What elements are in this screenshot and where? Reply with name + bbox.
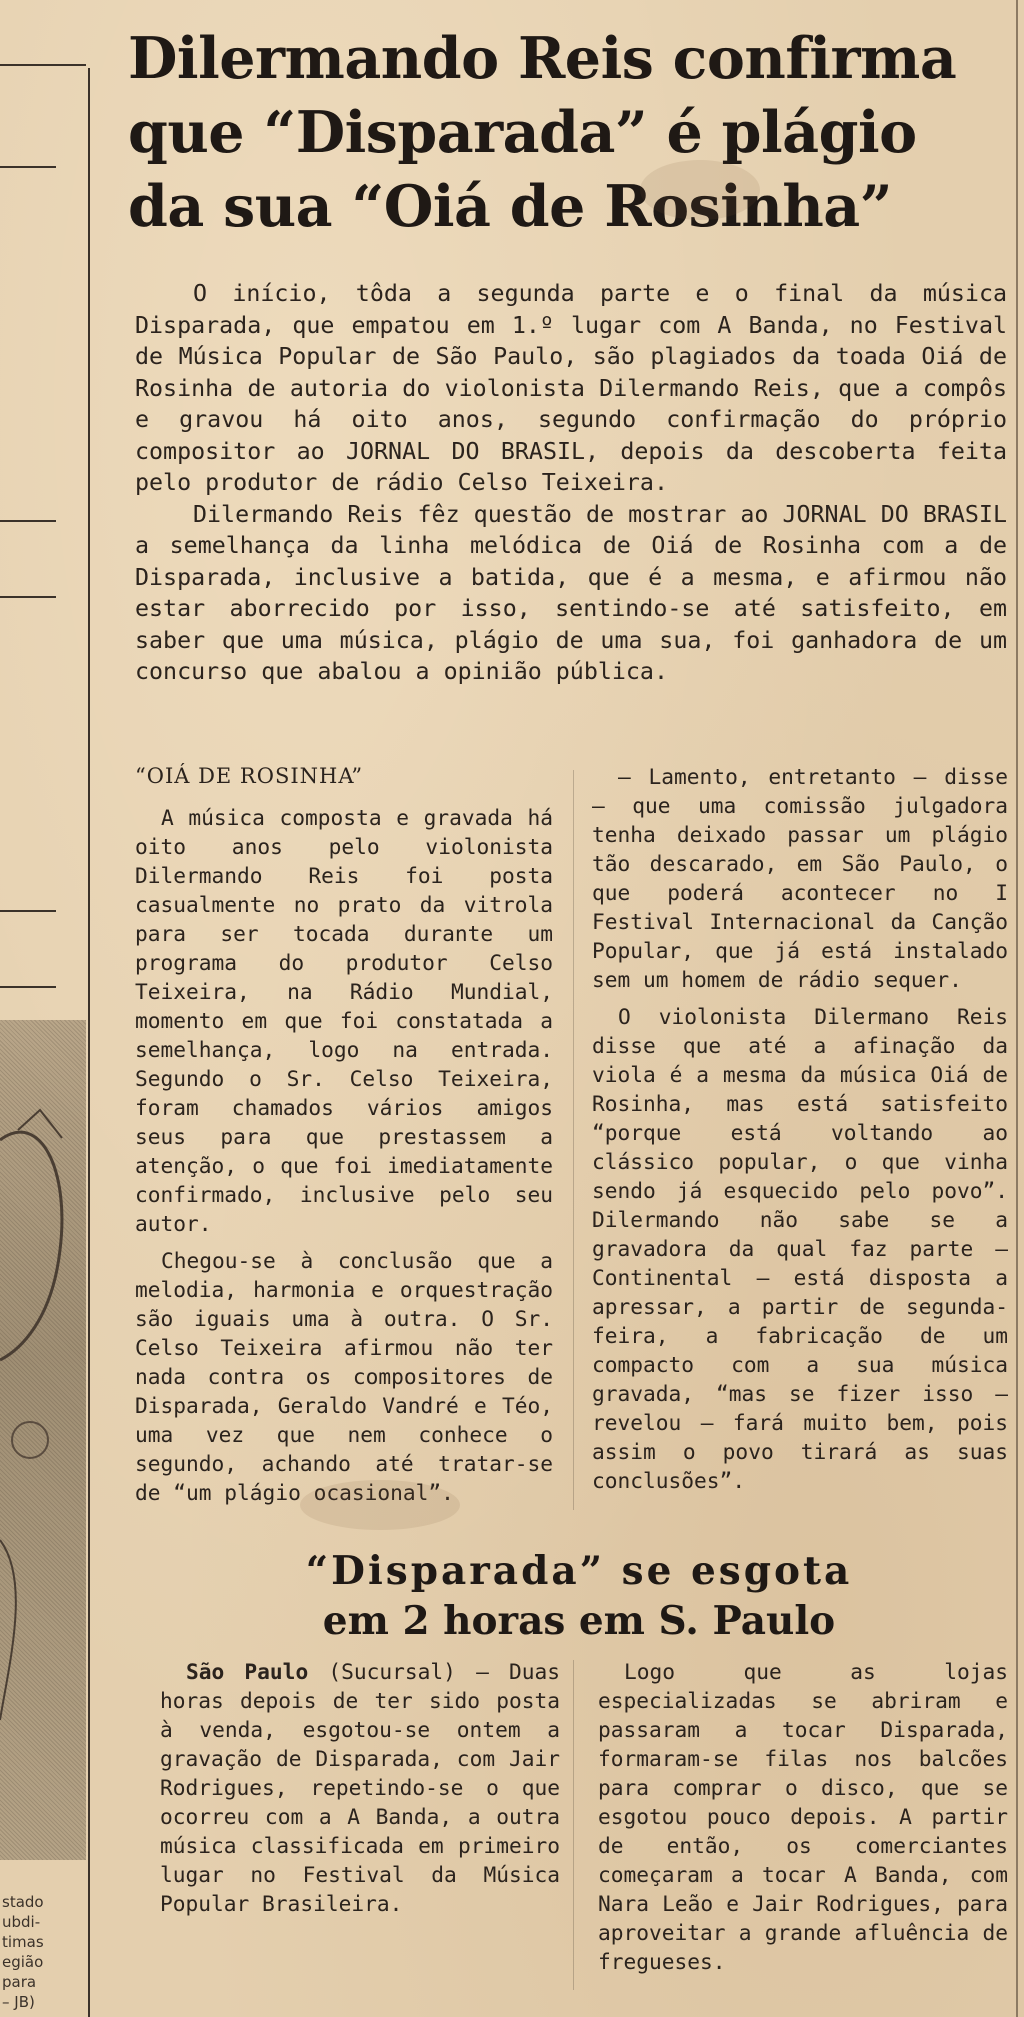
headline-line: da sua “Oiá de Rosinha” [128,173,893,240]
secondary-column-left [160,1657,560,1926]
column-rule [0,596,56,598]
headline-line: em 2 horas em S. Paulo [322,1598,836,1644]
adjacent-column [0,0,88,2017]
lead-paragraph: O início, tôda a segunda parte e o final da música Disparada, que empatou em 1.º lugar com A Banda, no Festival de Música Popular de São Paulo, são plagiados da toada Oiá de Rosinha de autoria do violonista Dilermando Reis, que a compôs e gravou há oito anos, segundo confirmação do próprio compositor ao JORNAL DO BRASIL, depois da descoberta feita pelo produtor de rádio Celso Teixeira. [135,280,1007,496]
column-rule [0,520,56,522]
adjacent-photo [0,1020,86,1860]
adjacent-caption [2,1892,86,2012]
column-gutter [573,770,574,1510]
caption-fragment: stado [2,1893,44,1911]
body-paragraph: Chegou-se à conclusão que a melodia, harmonia e orquestração são iguais uma à outra. O Sr. Celso Teixeira afirmou não ter nada contra os compositores de Disparada, Geraldo Vandré e Téo, uma vez que nem conhece o segundo, achando até tratar-se de “um plágio ocasional”. [135,1248,553,1505]
caption-fragment: – JB) [2,1993,35,2011]
column-rule [0,64,86,66]
body-paragraph [160,1657,560,1918]
column-gutter [573,1660,574,1990]
secondary-headline [150,1546,1008,1646]
body-paragraph: Logo que as lojas especializadas se abriram e passaram a tocar Disparada, formaram-se filas nos balcões para comprar o disco, que se esgotou pouco depois. A partir de então, os comerciantes começaram a tocar A Banda, com Nara Leão e Jair Rodrigues, para aproveitar a grande afluência de fregueses. [598,1659,1008,1974]
body-column-left [135,762,553,1515]
paper-stain [300,1480,460,1530]
headline-line: “Disparada” se esgota [305,1548,853,1594]
section-subhead: “OIÁ DE ROSINHA” [135,764,364,788]
secondary-column-right [598,1657,1008,1984]
article-headline [128,22,998,244]
column-rule [0,986,56,988]
dateline: São Paulo [186,1659,309,1684]
paper-stain [640,160,760,220]
column-rule [0,910,56,912]
article-lead [135,278,1007,688]
column-rule [0,166,56,168]
headline-line: que “Disparada” é plágio [128,99,917,166]
body-paragraph: O violonista Dilermano Reis disse que até a afinação da viola é a mesma da música Oiá de Rosinha, mas está satisfeito “porque está voltando ao clássico popular, o que vinha sendo já esquecido pelo povo”. Dilermando não sabe se a gravadora da qual faz parte — Continental — está disposta a apressar, a partir de segunda-feira, a fabricação de um compacto com a sua música gravada, “mas se fizer isso — revelou — fará muito bem, pois assim o povo tirará as suas conclusões”. [592,1004,1008,1493]
body-column-right [592,762,1008,1503]
body-paragraph: A música composta e gravada há oito anos pelo violonista Dilermando Reis foi posta casualmente no prato da vitrola para ser tocada durante um programa do produtor Celso Teixeira, na Rádio Mundial, momento em que foi constatada a semelhança, logo na entrada. Segundo o Sr. Celso Teixeira, foram chamados vários amigos seus para que prestassem a atenção, o que foi imediatamente confirmado, inclusive pelo seu autor. [135,805,553,1236]
paragraph-text: (Sucursal) — Duas horas depois de ter sido posta à venda, esgotou-se ontem a gravação de Disparada, com Jair Rodrigues, repetindo-se o que ocorreu com a A Banda, a outra música classificada em primeiro lugar no Festival da Música Popular Brasileira. [160,1659,560,1916]
caption-fragment: egião [2,1953,44,1971]
page-edge-rule [1016,0,1018,2017]
caption-fragment: ubdi- [2,1913,41,1931]
caption-fragment: timas [2,1933,44,1951]
caption-fragment: para [2,1973,37,1991]
column-separator [88,68,90,2017]
body-paragraph: — Lamento, entretanto — disse — que uma comissão julgadora tenha deixado passar um plágio tão descarado, em São Paulo, o que poderá acontecer no I Festival Internacional da Canção Popular, que já está instalado sem um homem de rádio sequer. [592,764,1008,992]
lead-paragraph: Dilermando Reis fêz questão de mostrar ao JORNAL DO BRASIL a semelhança da linha melódica de Oiá de Rosinha com a de Disparada, inclusive a batida, que é a mesma, e afirmou não estar aborrecido por isso, sentindo-se até satisfeito, em saber que uma música, plágio de uma sua, foi ganhadora de um concurso que abalou a opinião pública. [135,500,1007,685]
headline-line: Dilermando Reis confirma [128,25,957,92]
